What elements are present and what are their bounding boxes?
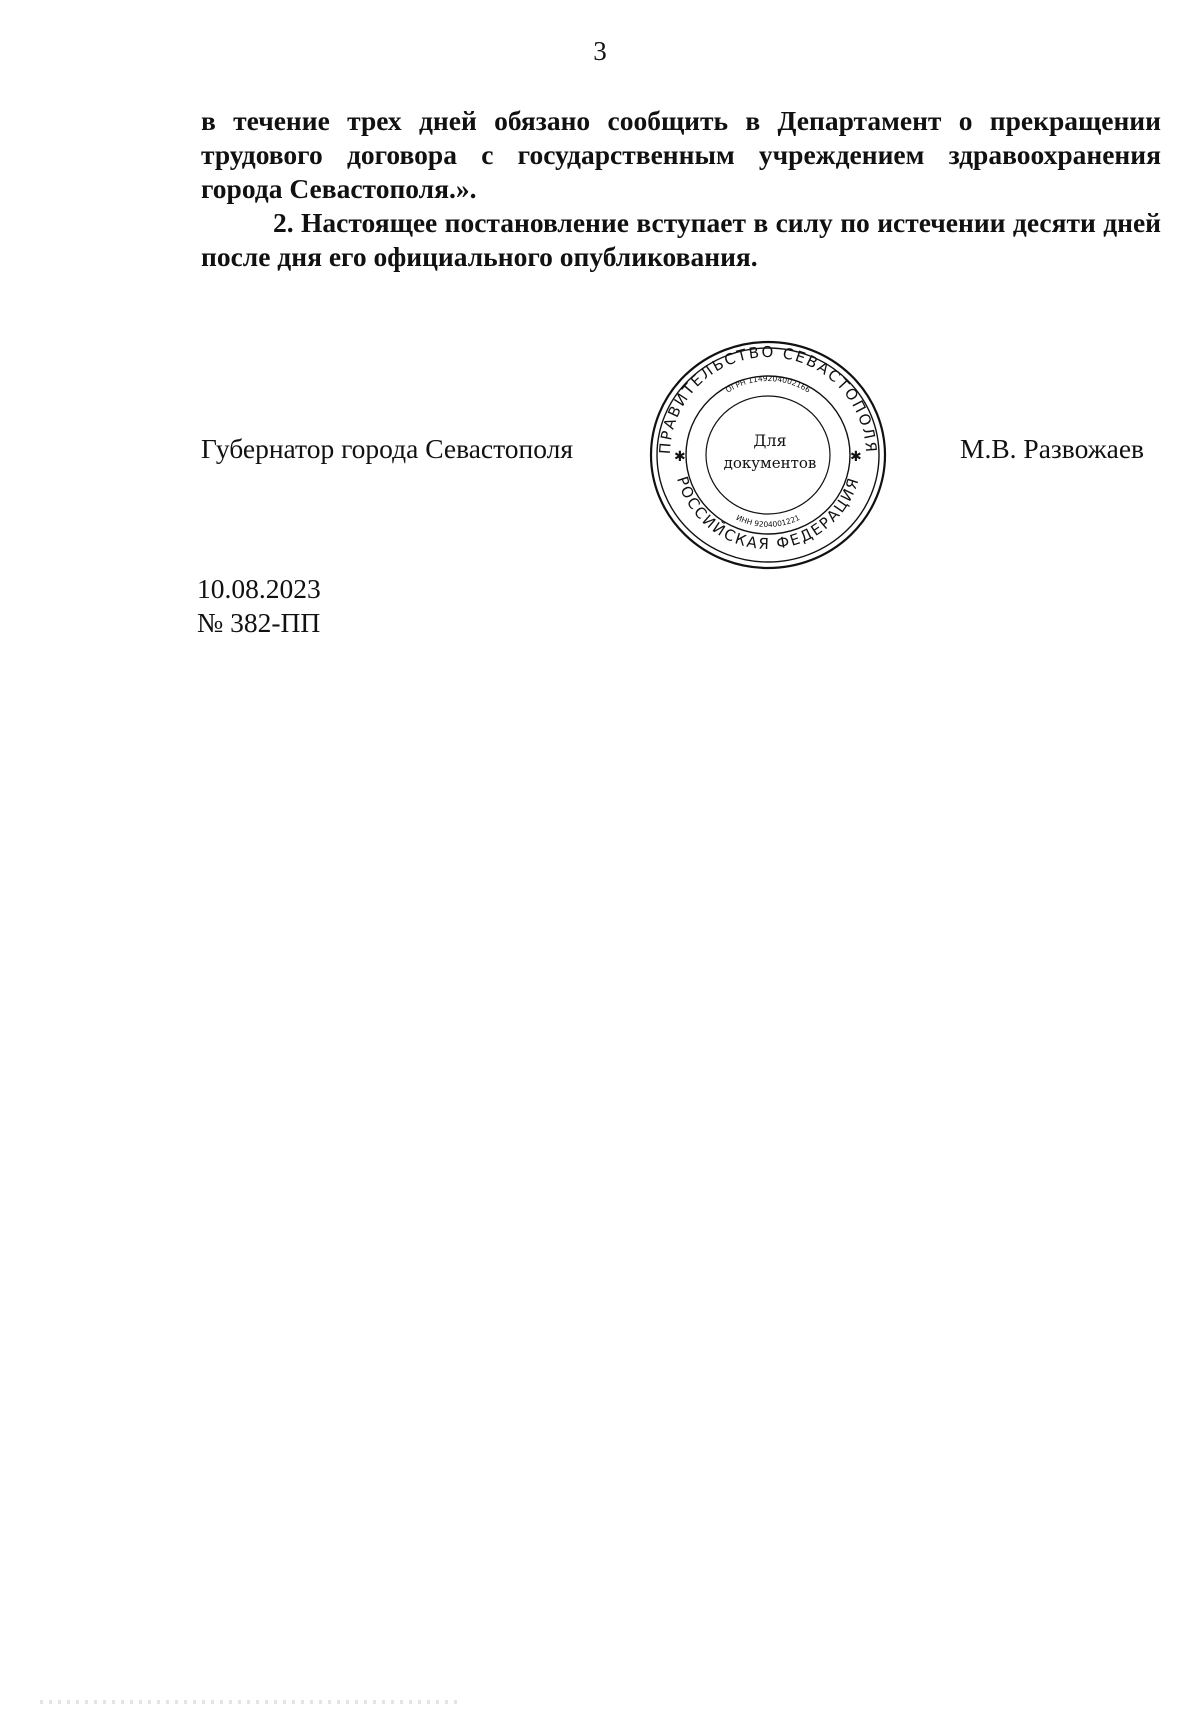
svg-text:ИНН 9204001221 (735, 513, 802, 529)
body-paragraph-1: в течение трех дней обязано сообщить в Департамент о прекращении трудового договора с государственным учреждением здравоохранения города Севастополя.». (201, 105, 1161, 204)
stamp-outer-text: ПРАВИТЕЛЬСТВО СЕВАСТОПОЛЯ (655, 343, 881, 455)
stamp-outer-text-bottom: РОССИЙСКАЯ ФЕДЕРАЦИЯ (673, 474, 864, 554)
body-paragraph-2: 2. Настоящее постановление вступает в силу по истечении десяти дней после дня его официального опубликования. (201, 207, 1161, 272)
stamp-center-line-1: Для (753, 431, 787, 450)
signatory-name: М.В. Развожаев (960, 433, 1145, 464)
scan-artifact (40, 1700, 460, 1704)
document-date: 10.08.2023 (197, 573, 321, 604)
svg-text:ОГРН 1149204002166 (724, 374, 812, 395)
page-number: 3 (593, 36, 607, 66)
stamp-inner-text-bottom: ИНН 9204001221 (734, 512, 802, 530)
stamp-star-right-icon: ✱ (850, 449, 862, 465)
document-body (201, 104, 1161, 274)
signatory-title: Губернатор города Севастополя (201, 433, 573, 464)
stamp-center-line-2: документов (723, 454, 817, 472)
stamp-inner-text-top: ОГРН 1149204002166 (724, 373, 812, 395)
document-number: № 382-ПП (197, 607, 321, 638)
official-stamp (648, 338, 888, 572)
stamp-star-left-icon: ✱ (674, 449, 686, 465)
